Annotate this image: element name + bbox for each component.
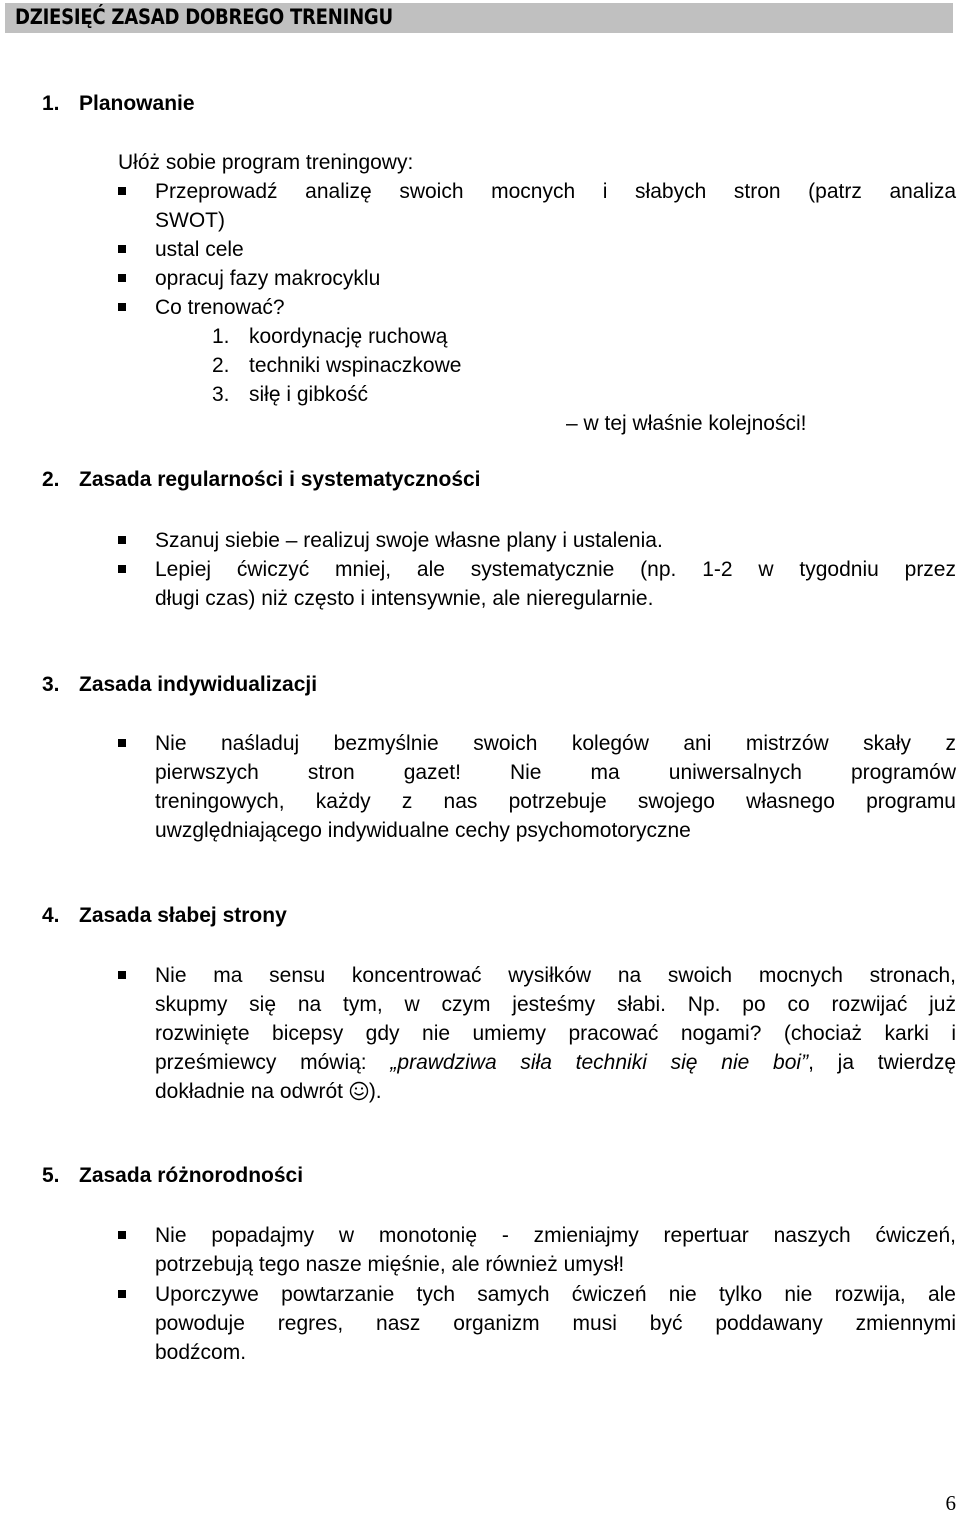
page-number: 6	[945, 1491, 956, 1515]
list-item-text: powoduje regres, nasz organizm musi być poddawany zmiennymi	[155, 1312, 956, 1335]
list-item-text: pierwszych stron gazet! Nie ma uniwersalnych programów	[155, 761, 956, 784]
list-item-text: treningowych, każdy z nas potrzebuje swojego własnego programu	[155, 790, 956, 813]
section-1-heading	[42, 92, 195, 116]
list-item-text: potrzebują tego nasze mięśnie, ale również umysł!	[155, 1253, 625, 1276]
list-item-text: ustal cele	[155, 238, 244, 261]
list-item-text: Przeprowadź analizę swoich mocnych i słabych stron (patrz analiza	[155, 180, 956, 203]
section-5-heading	[42, 1164, 303, 1188]
header-bar	[5, 3, 953, 33]
sub-list-item	[212, 380, 368, 409]
section-title: Zasada różnorodności	[79, 1164, 304, 1187]
list-item	[118, 1221, 956, 1279]
document-title: DZIESIĘĆ ZASAD DOBREGO TRENINGU	[15, 5, 393, 29]
section-number: 1.	[42, 92, 60, 115]
list-item	[118, 293, 956, 322]
bullet-icon	[118, 245, 126, 253]
text-run: ).	[368, 1080, 382, 1103]
list-item-text: opracuj fazy makrocyklu	[155, 267, 381, 290]
section-title: Zasada indywidualizacji	[79, 673, 318, 696]
list-item-text: Szanuj siebie – realizuj swoje własne plany i ustalenia.	[155, 529, 663, 552]
section-number: 5.	[42, 1164, 60, 1187]
bullet-icon	[118, 971, 126, 979]
list-item-text: Nie popadajmy w monotonię - zmieniajmy repertuar naszych ćwiczeń,	[155, 1224, 956, 1247]
section-title: Planowanie	[79, 92, 195, 115]
text-run: , ja twierdzę	[808, 1051, 956, 1074]
section-number: 3.	[42, 673, 60, 696]
list-item-text	[155, 1077, 956, 1106]
sub-list-text: techniki wspinaczkowe	[249, 354, 462, 377]
list-item-text	[155, 1048, 956, 1077]
smiley-icon	[349, 1081, 369, 1101]
list-item-text: Nie ma sensu koncentrować wysiłków na swoich mocnych stronach,	[155, 964, 956, 987]
list-item	[118, 729, 956, 845]
bullet-icon	[118, 1231, 126, 1239]
section-number: 2.	[42, 468, 60, 491]
bullet-icon	[118, 303, 126, 311]
list-item-text: długi czas) niż często i intensywnie, ale nieregularnie.	[155, 587, 654, 610]
sub-list-number: 2.	[212, 354, 230, 377]
list-item	[118, 264, 956, 293]
quote-text: „prawdziwa siła techniki się nie boi”	[390, 1051, 809, 1074]
bullet-icon	[118, 1290, 126, 1298]
section-title: Zasada regularności i systematyczności	[79, 468, 481, 491]
section-title: Zasada słabej strony	[79, 904, 287, 927]
list-item	[118, 555, 956, 613]
list-item	[118, 235, 956, 264]
section-1-intro: Ułóż sobie program treningowy:	[118, 151, 414, 174]
list-item-text: uwzględniającego indywidualne cechy psychomotoryczne	[155, 819, 691, 842]
list-item-text: Uporczywe powtarzanie tych samych ćwiczeń nie tylko nie rozwija, ale	[155, 1283, 956, 1306]
bullet-icon	[118, 536, 126, 544]
list-item-text: Nie naśladuj bezmyślnie swoich kolegów ani mistrzów skały z	[155, 732, 956, 755]
list-item-text: SWOT)	[155, 209, 225, 232]
text-run: dokładnie na odwrót	[155, 1080, 349, 1103]
section-1-note: – w tej właśnie kolejności!	[566, 412, 807, 435]
bullet-icon	[118, 187, 126, 195]
sub-list-number: 3.	[212, 383, 230, 406]
list-item-text: rozwinięte bicepsy gdy nie umiemy pracować nogami? (chociaż karki i	[155, 1022, 956, 1045]
sub-list-text: siłę i gibkość	[249, 383, 369, 406]
section-2-heading	[42, 468, 481, 492]
sub-list-item	[212, 351, 461, 380]
list-item-text: Co trenować?	[155, 296, 285, 319]
list-item	[118, 526, 956, 555]
section-number: 4.	[42, 904, 60, 927]
bullet-icon	[118, 739, 126, 747]
sub-list-item	[212, 322, 447, 351]
sub-list-number: 1.	[212, 325, 230, 348]
list-item-text: bodźcom.	[155, 1341, 247, 1364]
list-item-text: skupmy się na tym, w czym jesteśmy słabi. Np. po co rozwijać już	[155, 993, 956, 1016]
list-item	[118, 177, 956, 235]
sub-list-text: koordynację ruchową	[249, 325, 448, 348]
section-3-heading	[42, 673, 317, 697]
list-item	[118, 1280, 956, 1367]
text-run: prześmiewcy mówią:	[155, 1051, 391, 1074]
bullet-icon	[118, 565, 126, 573]
section-4-heading	[42, 904, 287, 928]
bullet-icon	[118, 274, 126, 282]
list-item	[118, 961, 956, 1106]
list-item-text: Lepiej ćwiczyć mniej, ale systematycznie (np. 1-2 w tygodniu przez	[155, 558, 956, 581]
